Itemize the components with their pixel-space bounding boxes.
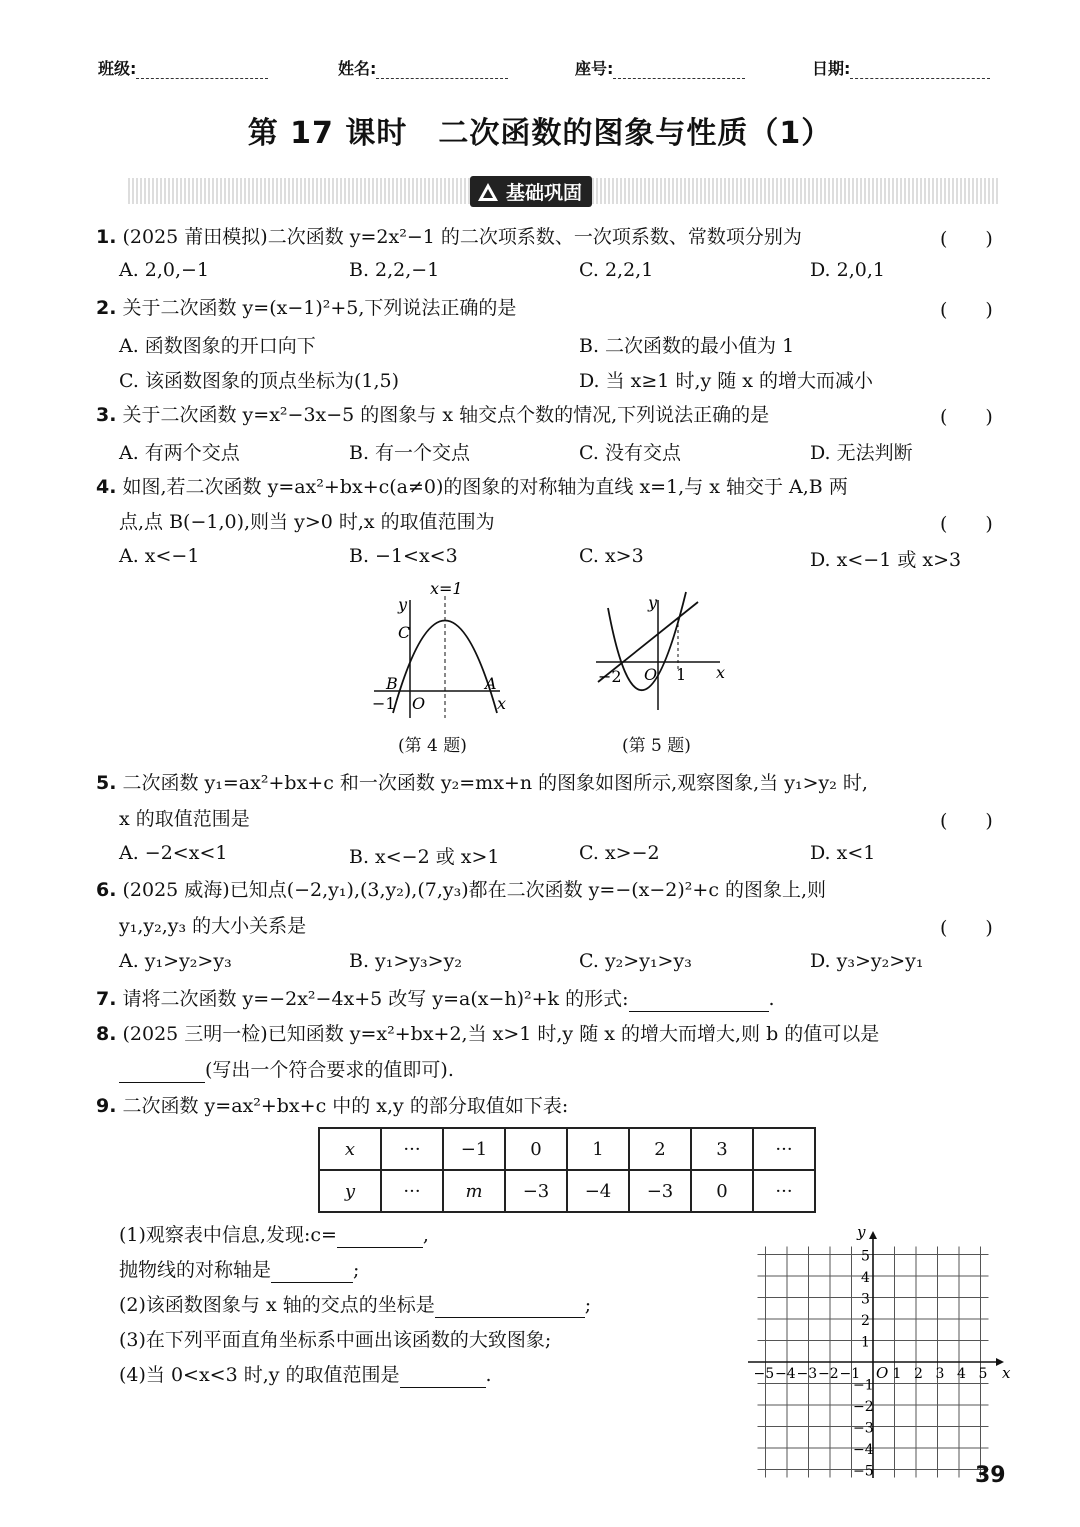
q3-text: 关于二次函数 y=x²−3x−5 的图象与 x 轴交点个数的情况,下列说法正确的是 — [122, 404, 770, 426]
seat-blank[interactable] — [613, 64, 745, 79]
table-cell: m — [443, 1170, 505, 1212]
q3-option-a[interactable]: A. 有两个交点 — [119, 442, 240, 464]
q9-axis-blank[interactable] — [271, 1262, 353, 1283]
table-row — [319, 1128, 815, 1170]
q6-text-1: (2025 威海)已知点(−2,y₁),(3,y₂),(7,y₃)都在二次函数 y=−(x−2)²+c 的图象上,则 — [122, 879, 827, 901]
q4-answer-paren[interactable]: ( ) — [940, 513, 993, 535]
header-name — [338, 56, 508, 79]
q2-number: 2. — [96, 297, 117, 319]
q9-sub4-end: . — [485, 1364, 492, 1386]
q3-answer-paren[interactable]: ( ) — [940, 406, 993, 428]
q4-text-1: 如图,若二次函数 y=ax²+bx+c(a≠0)的图象的对称轴为直线 x=1,与 x 轴交于 A,B 两 — [122, 476, 848, 498]
q3-stem — [96, 402, 769, 428]
q9-sub4-text: (4)当 0<x<3 时,y 的取值范围是 — [119, 1364, 400, 1386]
table-cell: 2 — [629, 1128, 691, 1170]
header-date — [812, 56, 990, 79]
grid-origin-label: O — [876, 1364, 889, 1382]
q2-option-d[interactable]: D. 当 x≥1 时,y 随 x 的增大而减小 — [579, 370, 874, 392]
grid-y-arrow-icon — [869, 1231, 877, 1239]
q6-option-d[interactable]: D. y₃>y₂>y₁ — [810, 950, 924, 972]
table-cell: ··· — [381, 1128, 443, 1170]
q9-sub1a-end: , — [422, 1224, 429, 1246]
name-blank[interactable] — [376, 64, 508, 79]
date-blank[interactable] — [850, 64, 990, 79]
q4-stem-line2: 点,点 B(−1,0),则当 y>0 时,x 的取值范围为 — [119, 511, 495, 533]
table-cell: 0 — [505, 1128, 567, 1170]
q9-stem — [96, 1093, 568, 1119]
table-cell: −3 — [629, 1170, 691, 1212]
q8-answer-blank[interactable] — [119, 1062, 205, 1083]
q6-option-a[interactable]: A. y₁>y₂>y₃ — [119, 950, 232, 972]
table-cell: ··· — [753, 1170, 815, 1212]
q6-option-c[interactable]: C. y₂>y₁>y₃ — [579, 950, 692, 972]
grid-y-tick-label: 4 — [861, 1270, 870, 1286]
fig4-a-label: A — [485, 674, 497, 693]
q3-option-d[interactable]: D. 无法判断 — [810, 442, 913, 464]
grid-y-tick-label: −2 — [853, 1399, 874, 1415]
q5-option-b[interactable]: B. x<−2 或 x>1 — [349, 846, 500, 868]
grid-y-tick-label: 3 — [861, 1291, 870, 1308]
q4-stem-line1 — [96, 474, 848, 500]
q2-stem — [96, 295, 516, 321]
q3-option-c[interactable]: C. 没有交点 — [579, 442, 681, 464]
fig4-neg1-label: −1 — [372, 694, 396, 713]
table-cell: 0 — [691, 1170, 753, 1212]
q5-option-d[interactable]: D. x<1 — [810, 842, 876, 864]
q5-number: 5. — [96, 772, 117, 794]
grid-x-tick-label: 4 — [957, 1366, 966, 1382]
q7-answer-blank[interactable] — [629, 991, 769, 1012]
q7-stem — [96, 986, 775, 1012]
q9-sub1b-end: ; — [353, 1259, 360, 1281]
q2-option-c[interactable]: C. 该函数图象的顶点坐标为(1,5) — [119, 370, 399, 392]
q8-stem-line2 — [119, 1057, 454, 1083]
coordinate-grid[interactable] — [748, 1210, 1018, 1478]
q7-number: 7. — [96, 988, 117, 1010]
q9-c-blank[interactable] — [337, 1227, 423, 1248]
q9-sub2-end: ; — [584, 1294, 592, 1316]
fig4-origin-label: O — [412, 694, 426, 713]
q6-answer-paren[interactable]: ( ) — [940, 917, 993, 939]
q9-sub2 — [119, 1292, 591, 1318]
q2-option-b[interactable]: B. 二次函数的最小值为 1 — [579, 335, 795, 357]
q1-option-b[interactable]: B. 2,2,−1 — [349, 259, 440, 281]
table-cell: −1 — [443, 1128, 505, 1170]
table-cell: ··· — [753, 1128, 815, 1170]
fig4-sym-label: x=1 — [430, 579, 463, 598]
q9-sub2-text: (2)该函数图象与 x 轴的交点的坐标是 — [119, 1294, 435, 1316]
q1-option-d[interactable]: D. 2,0,1 — [810, 259, 885, 281]
q4-option-b[interactable]: B. −1<x<3 — [349, 545, 458, 567]
grid-x-tick-label: −3 — [796, 1366, 818, 1382]
fig5-neg2-label: −2 — [598, 667, 622, 686]
grid-x-tick-label: −1 — [839, 1366, 861, 1382]
table-cell: ··· — [381, 1170, 443, 1212]
fig5-one-label: 1 — [676, 665, 687, 684]
table-row — [319, 1170, 815, 1212]
triangle-ruler-icon — [476, 181, 500, 203]
header-class — [98, 56, 268, 79]
grid-y-tick-label: 2 — [861, 1313, 870, 1329]
table-cell: y — [319, 1170, 381, 1212]
q9-number: 9. — [96, 1095, 117, 1117]
fig4-x-label: x — [497, 694, 507, 713]
figure-4 — [360, 578, 520, 728]
q9-text: 二次函数 y=ax²+bx+c 中的 x,y 的部分取值如下表: — [122, 1095, 569, 1117]
grid-y-tick-label: −3 — [853, 1420, 874, 1437]
grid-x-tick-label: 3 — [935, 1366, 945, 1382]
q8-number: 8. — [96, 1023, 117, 1045]
fig5-y-label: y — [648, 593, 658, 612]
q3-option-b[interactable]: B. 有一个交点 — [349, 442, 471, 464]
fig5-caption: (第 5 题) — [622, 736, 691, 756]
q4-option-c[interactable]: C. x>3 — [579, 545, 644, 567]
class-label: 班级: — [98, 59, 137, 78]
grid-y-tick-label: −4 — [853, 1442, 874, 1458]
q5-stem-line1 — [96, 770, 868, 796]
q9-sub1b-text: 抛物线的对称轴是 — [119, 1259, 272, 1281]
q4-option-a[interactable]: A. x<−1 — [119, 545, 200, 567]
grid-x-tick-label: −5 — [753, 1366, 775, 1382]
q1-option-a[interactable]: A. 2,0,−1 — [119, 259, 210, 281]
q9-intersection-blank[interactable] — [435, 1297, 585, 1318]
q9-sub4 — [119, 1362, 492, 1388]
fig5-origin-label: O — [644, 665, 658, 684]
fig4-y-label: y — [398, 595, 408, 614]
q5-stem-line2: x 的取值范围是 — [119, 808, 250, 830]
q8-stem-line1 — [96, 1021, 879, 1047]
q6-option-b[interactable]: B. y₁>y₃>y₂ — [349, 950, 462, 972]
table-cell: x — [319, 1128, 381, 1170]
q6-number: 6. — [96, 879, 117, 901]
grid-x-tick-label: 1 — [892, 1366, 902, 1382]
fig4-caption: (第 4 题) — [398, 736, 467, 756]
q1-number: 1. — [96, 226, 117, 248]
q7-end: . — [768, 988, 775, 1010]
page-title: 第 17 课时 二次函数的图象与性质（1） — [247, 116, 833, 151]
q9-sub3: (3)在下列平面直角坐标系中画出该函数的大致图象; — [119, 1329, 552, 1351]
class-blank[interactable] — [136, 64, 268, 79]
fig5-x-label: x — [716, 663, 726, 682]
q6-stem-line1 — [96, 877, 826, 903]
q7-text: 请将二次函数 y=−2x²−4x+5 改写 y=a(x−h)²+k 的形式: — [122, 988, 629, 1010]
q6-stem-line2: y₁,y₂,y₃ 的大小关系是 — [119, 915, 307, 937]
q5-text-1: 二次函数 y₁=ax²+bx+c 和一次函数 y₂=mx+n 的图象如图所示,观察图象,当 y₁>y₂ 时, — [122, 772, 868, 794]
q8-text-1: (2025 三明一检)已知函数 y=x²+bx+2,当 x>1 时,y 随 x 的增大而增大,则 b 的值可以是 — [122, 1023, 880, 1045]
date-label: 日期: — [812, 59, 851, 78]
table-cell: 1 — [567, 1128, 629, 1170]
grid-y-tick-label: 5 — [861, 1248, 870, 1265]
q2-answer-paren[interactable]: ( ) — [940, 299, 993, 321]
table-cell: −3 — [505, 1170, 567, 1212]
grid-x-tick-label: −4 — [775, 1366, 796, 1382]
section-banner — [470, 176, 592, 207]
q5-answer-paren[interactable]: ( ) — [940, 810, 993, 832]
q2-text: 关于二次函数 y=(x−1)²+5,下列说法正确的是 — [122, 297, 517, 319]
q1-answer-paren[interactable]: ( ) — [940, 228, 993, 250]
fig4-b-label: B — [386, 674, 398, 693]
q5-option-c[interactable]: C. x>−2 — [579, 842, 660, 864]
grid-x-tick-label: −2 — [818, 1366, 839, 1382]
q9-value-table — [318, 1127, 816, 1213]
grid-x-label: x — [1002, 1364, 1011, 1382]
grid-y-tick-label: 1 — [861, 1334, 870, 1351]
grid-y-tick-label: −5 — [853, 1463, 874, 1478]
table-cell: 3 — [691, 1128, 753, 1170]
grid-x-tick-label: 5 — [978, 1366, 988, 1382]
q9-range-blank[interactable] — [400, 1367, 486, 1388]
table-cell: −4 — [567, 1170, 629, 1212]
seat-label: 座号: — [575, 59, 614, 78]
q9-sub1a — [119, 1222, 429, 1248]
q8-text-2: (写出一个符合要求的值即可). — [205, 1059, 454, 1081]
figure-5 — [590, 590, 740, 720]
grid-x-tick-label: 2 — [914, 1366, 923, 1382]
q9-sub1b — [119, 1257, 359, 1283]
name-label: 姓名: — [338, 59, 377, 78]
q4-option-d[interactable]: D. x<−1 或 x>3 — [810, 549, 962, 571]
q5-option-a[interactable]: A. −2<x<1 — [119, 842, 228, 864]
q2-option-a[interactable]: A. 函数图象的开口向下 — [119, 335, 316, 357]
q4-number: 4. — [96, 476, 117, 498]
q1-option-c[interactable]: C. 2,2,1 — [579, 259, 654, 281]
banner-label: 基础巩固 — [506, 182, 583, 204]
q9-sub1a-text: (1)观察表中信息,发现:c= — [119, 1224, 337, 1246]
grid-y-label: y — [857, 1223, 866, 1241]
fig4-c-label: C — [398, 623, 411, 642]
grid-y-tick-label: −1 — [853, 1377, 874, 1394]
header-seat — [575, 56, 745, 79]
q1-text: (2025 莆田模拟)二次函数 y=2x²−1 的二次项系数、一次项系数、常数项分别为 — [122, 226, 802, 248]
q1-stem — [96, 224, 802, 250]
q3-number: 3. — [96, 404, 117, 426]
page-number: 39 — [975, 1463, 1006, 1488]
